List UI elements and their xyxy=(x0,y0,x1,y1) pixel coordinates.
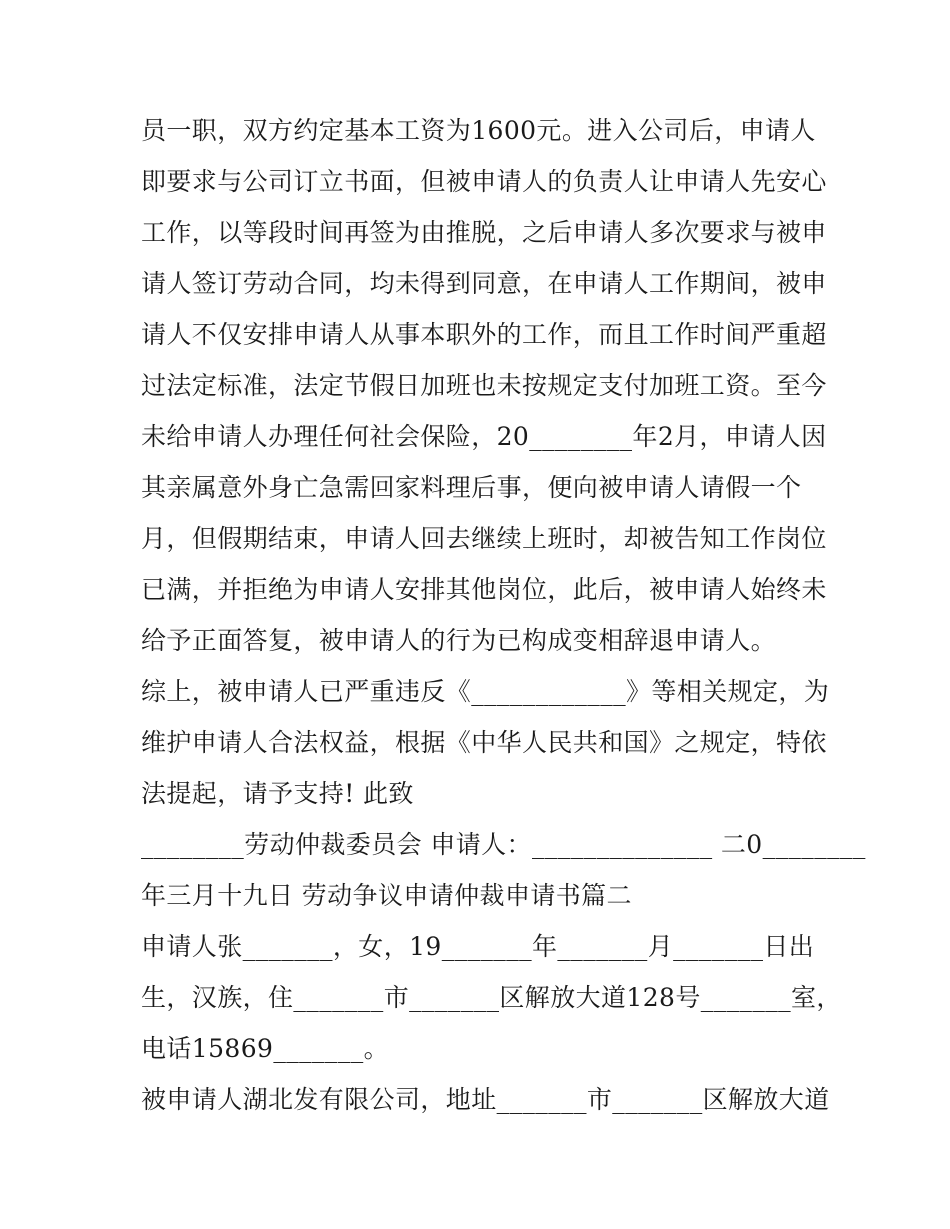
paragraph-line: ________劳动仲裁委员会 申请人：______________ 二0________ xyxy=(141,830,866,859)
paragraph-line: 法提起，请予支持! 此致 xyxy=(141,779,414,808)
paragraph-line: 给予正面答复，被申请人的行为已构成变相辞退申请人。 xyxy=(141,626,777,655)
paragraph-line: 未给申请人办理任何社会保险，20________年2月，申请人因 xyxy=(141,422,827,451)
paragraph-line: 其亲属意外身亡急需回家料理后事，便向被申请人请假一个 xyxy=(141,473,802,502)
paragraph-line: 请人签订劳动合同，均未得到同意，在申请人工作期间，被申 xyxy=(141,269,827,298)
paragraph-line: 综上，被申请人已严重违反《____________》等相关规定，为 xyxy=(141,677,830,706)
paragraph-line: 生，汉族，住_______市_______区解放大道128号_______室， xyxy=(141,983,842,1012)
paragraph-line: 即要求与公司订立书面，但被申请人的负责人让申请人先安心 xyxy=(141,167,827,196)
paragraph-line: 被申请人湖北发有限公司，地址_______市_______区解放大道 xyxy=(141,1085,830,1114)
paragraph-line: 请人不仅安排申请人从事本职外的工作，而且工作时间严重超 xyxy=(141,320,827,349)
paragraph-line: 员一职，双方约定基本工资为1600元。进入公司后，申请人 xyxy=(141,116,816,145)
paragraph-line: 工作，以等段时间再签为由推脱，之后申请人多次要求与被申 xyxy=(141,218,827,247)
paragraph-line: 月，但假期结束，申请人回去继续上班时，却被告知工作岗位 xyxy=(141,524,827,553)
paragraph-line: 过法定标准，法定节假日加班也未按规定支付加班工资。至今 xyxy=(141,371,827,400)
paragraph-line: 年三月十九日 劳动争议申请仲裁申请书篇二 xyxy=(141,881,632,910)
paragraph-line: 维护申请人合法权益，根据《中华人民共和国》之规定，特依 xyxy=(141,728,827,757)
paragraph-line: 申请人张_______，女，19_______年_______月_______日出 xyxy=(141,932,815,961)
paragraph-line: 电话15869_______。 xyxy=(141,1034,390,1063)
paragraph-line: 已满，并拒绝为申请人安排其他岗位，此后，被申请人始终未 xyxy=(141,575,827,604)
